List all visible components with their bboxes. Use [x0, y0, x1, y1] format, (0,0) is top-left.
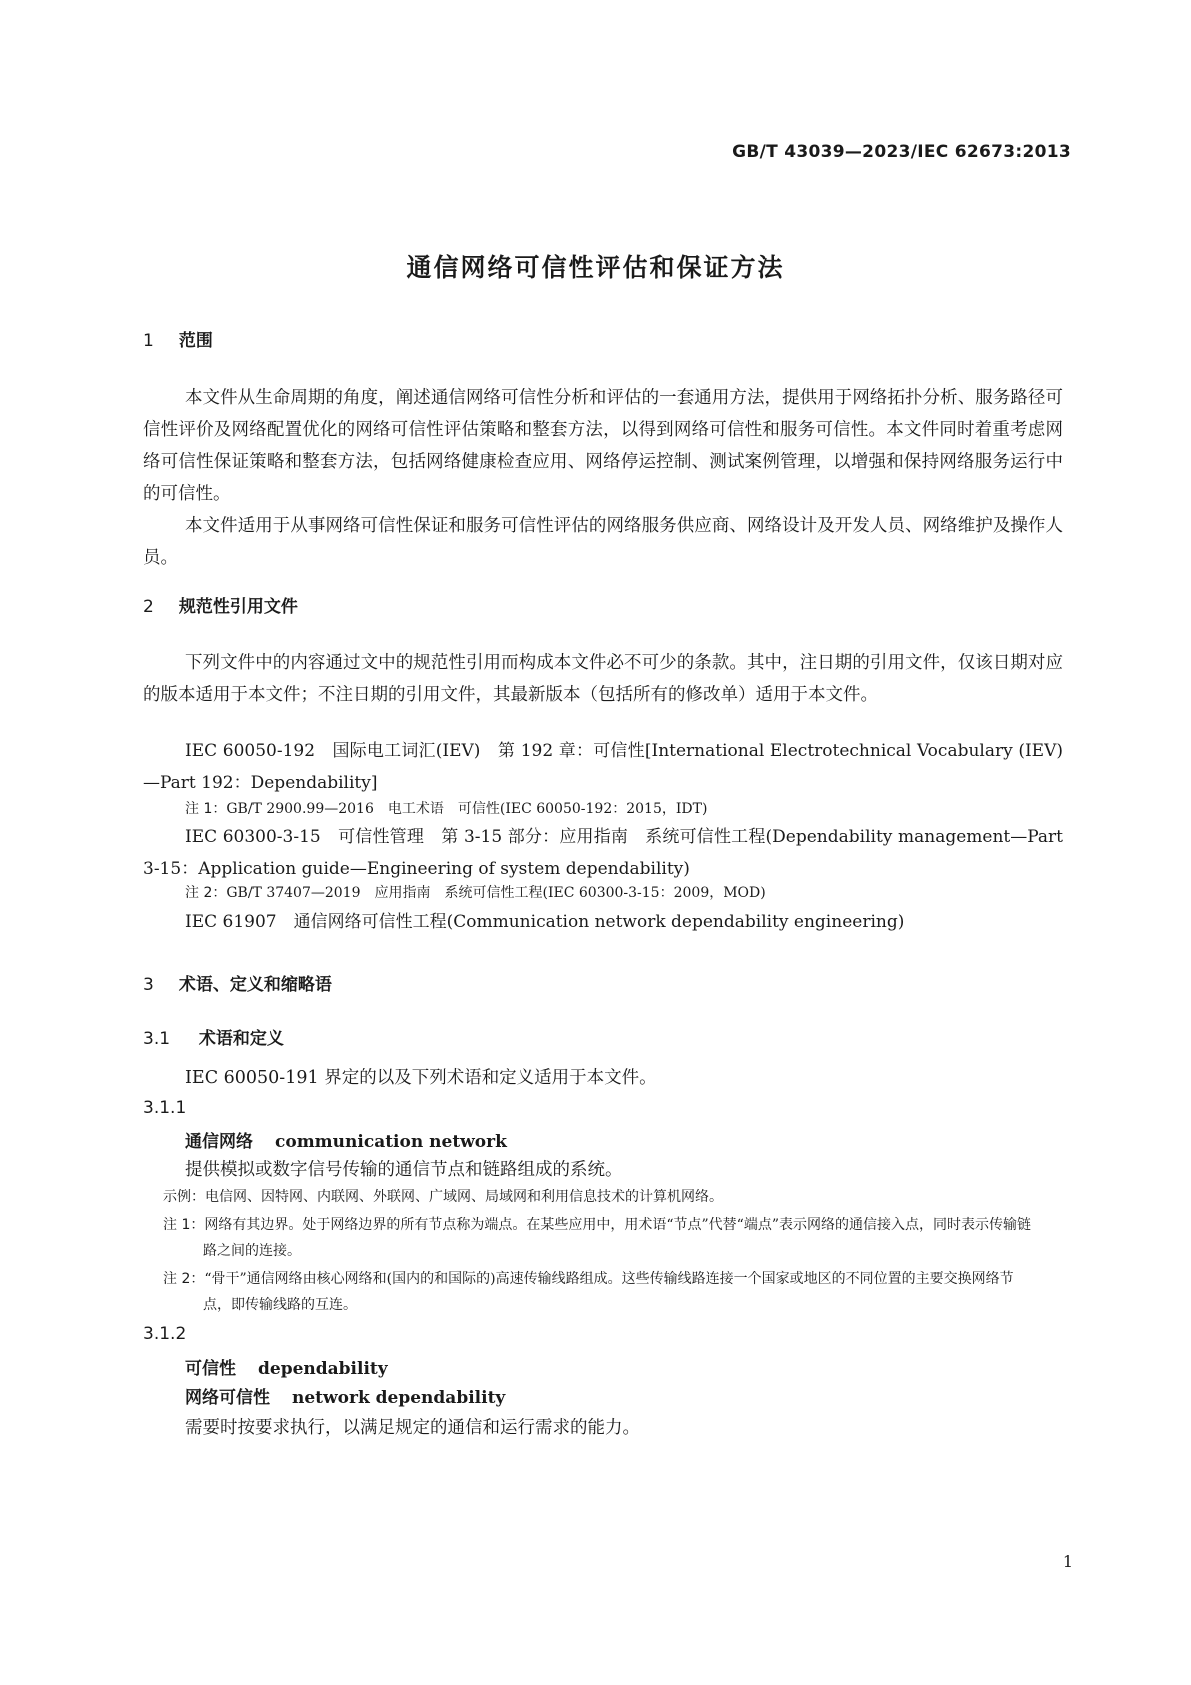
term-definition: 需要时按要求执行，以满足规定的通信和运行需求的能力。 — [185, 1418, 640, 1438]
term-number-3-1-1: 3.1.1 — [143, 1098, 187, 1118]
note-label: 注 2： — [163, 1271, 205, 1287]
note-label: 注 2： — [185, 885, 227, 901]
reference-iec-60300-3-15: IEC 60300-3-15 可信性管理 第 3-15 部分：应用指南 系统可信性工程(Dependability management—Part 3-15：Application guide—Engineering of system dependability) — [143, 827, 1063, 879]
note-text: “骨干”通信网络由核心网络和(国内的和国际的)高速传输线路组成。这些传输线路连接一个国家或地区的不同位置的主要交换网络节点，即传输线路的互连。 — [203, 1271, 1014, 1313]
standard-code: GB/T 43039—2023/IEC 62673:2013 — [732, 142, 1071, 162]
section-title: 规范性引用文件 — [178, 597, 298, 617]
scope-paragraph-2: 本文件适用于从事网络可信性保证和服务可信性评估的网络服务供应商、网络设计及开发人员、网络维护及操作人员。 — [143, 516, 1063, 568]
section-number: 1 — [143, 331, 154, 351]
section-number: 3 — [143, 975, 154, 995]
section-3-heading — [143, 970, 332, 995]
page-number: 1 — [1062, 1552, 1073, 1571]
term-example — [163, 1184, 1043, 1210]
note-text: GB/T 37407—2019 应用指南 系统可信性工程(IEC 60300-3-15：2009，MOD) — [226, 885, 766, 901]
term-dependability — [185, 1354, 388, 1379]
reference-iec-60050-192: IEC 60050-192 国际电工词汇(IEV) 第 192 章：可信性[International Electrotechnical Vocabulary (IEV)—Part 192：Dependability] — [143, 741, 1063, 793]
term-number-3-1-2: 3.1.2 — [143, 1324, 187, 1344]
example-label: 示例： — [163, 1189, 205, 1205]
term-communication-network — [185, 1127, 507, 1152]
term-zh: 网络可信性 — [185, 1388, 270, 1408]
reference-note-2 — [185, 880, 1065, 906]
term-network-dependability — [185, 1383, 505, 1408]
note-label: 注 1： — [185, 801, 227, 817]
reference-note-1 — [185, 796, 1065, 822]
section-number: 2 — [143, 597, 154, 617]
section-2-heading — [143, 592, 298, 617]
reference-iec-61907: IEC 61907 通信网络可信性工程(Communication network dependability engineering) — [185, 912, 905, 932]
section-1-heading — [143, 326, 213, 351]
term-en: communication network — [275, 1132, 507, 1152]
note-text: GB/T 2900.99—2016 电工术语 可信性(IEC 60050-192：2015，IDT) — [226, 801, 708, 817]
scope-paragraph-1: 本文件从生命周期的角度，阐述通信网络可信性分析和评估的一套通用方法，提供用于网络拓扑分析、服务路径可信性评价及网络配置优化的网络可信性评估策略和整套方法，以得到网络可信性和服务可信性。本文件同时着重考虑网络可信性保证策略和整套方法，包括网络健康检查应用、网络停运控制、测试案例管理，以增强和保持网络服务运行中的可信性。 — [143, 388, 1063, 504]
section-title: 范围 — [178, 331, 213, 351]
term-note-1 — [163, 1212, 1039, 1264]
term-en: network dependability — [292, 1388, 506, 1408]
note-text: 网络有其边界。处于网络边界的所有节点称为端点。在某些应用中，用术语“节点”代替“端点”表示网络的通信接入点，同时表示传输链路之间的连接。 — [203, 1217, 1031, 1259]
terms-intro: IEC 60050-191 界定的以及下列术语和定义适用于本文件。 — [185, 1068, 657, 1088]
document-title: 通信网络可信性评估和保证方法 — [406, 253, 785, 282]
section-title: 术语和定义 — [198, 1029, 284, 1049]
section-number: 3.1 — [143, 1029, 171, 1049]
term-zh: 可信性 — [185, 1359, 236, 1379]
term-definition: 提供模拟或数字信号传输的通信节点和链路组成的系统。 — [185, 1160, 623, 1180]
section-title: 术语、定义和缩略语 — [178, 975, 332, 995]
example-text: 电信网、因特网、内联网、外联网、广域网、局域网和利用信息技术的计算机网络。 — [205, 1189, 723, 1205]
term-zh: 通信网络 — [185, 1132, 253, 1152]
normative-references-intro: 下列文件中的内容通过文中的规范性引用而构成本文件必不可少的条款。其中，注日期的引用文件，仅该日期对应的版本适用于本文件；不注日期的引用文件，其最新版本（包括所有的修改单）适用于本文件。 — [143, 653, 1063, 705]
section-3-1-heading — [143, 1024, 284, 1049]
term-en: dependability — [258, 1359, 388, 1379]
term-note-2 — [163, 1266, 1039, 1318]
note-label: 注 1： — [163, 1217, 205, 1233]
